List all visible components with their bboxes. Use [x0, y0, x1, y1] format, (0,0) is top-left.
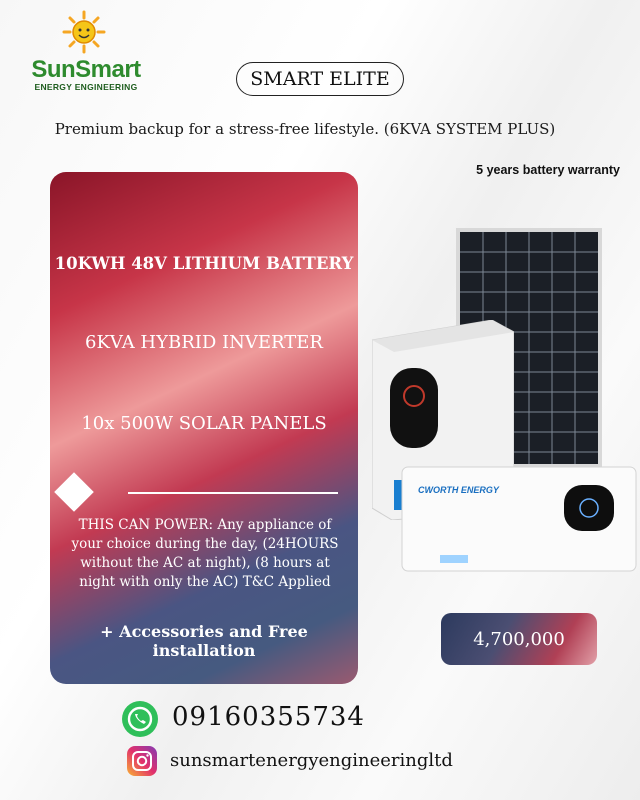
- accessories-note: + Accessories and Free installation: [100, 622, 308, 660]
- feature-inverter: 6KVA HYBRID INVERTER: [85, 332, 323, 353]
- phone-number[interactable]: 09160355734: [172, 702, 365, 732]
- brand-subtitle: ENERGY ENGINEERING: [34, 82, 138, 92]
- features-card: [50, 172, 358, 684]
- plan-name-badge: SMART ELITE: [236, 62, 404, 96]
- feature-battery: 10KWH 48V LITHIUM BATTERY: [54, 254, 354, 273]
- price-badge: 4,700,000: [441, 613, 597, 665]
- instagram-icon[interactable]: [126, 745, 158, 777]
- instagram-handle[interactable]: sunsmartenergyengineeringltd: [170, 750, 453, 771]
- tagline: Premium backup for a stress-free lifestyle. (6KVA SYSTEM PLUS): [54, 120, 556, 138]
- whatsapp-icon[interactable]: [121, 700, 159, 738]
- sun-icon: [26, 10, 146, 60]
- power-note: THIS CAN POWER: Any appliance of your choice during the day, (24HOURS without the AC at night), (8 hours at night with only the AC) T&C Applied: [71, 517, 339, 590]
- product-brand-label: CWORTH ENERGY: [418, 485, 499, 495]
- battery-image: [400, 463, 638, 573]
- diamond-decoration: [54, 472, 94, 512]
- brand-name: SunSmart: [31, 56, 141, 83]
- feature-panels: 10x 500W SOLAR PANELS: [81, 413, 327, 434]
- warranty-text: 5 years battery warranty: [476, 163, 620, 177]
- brand-logo: [26, 10, 146, 92]
- divider-line: [128, 492, 338, 494]
